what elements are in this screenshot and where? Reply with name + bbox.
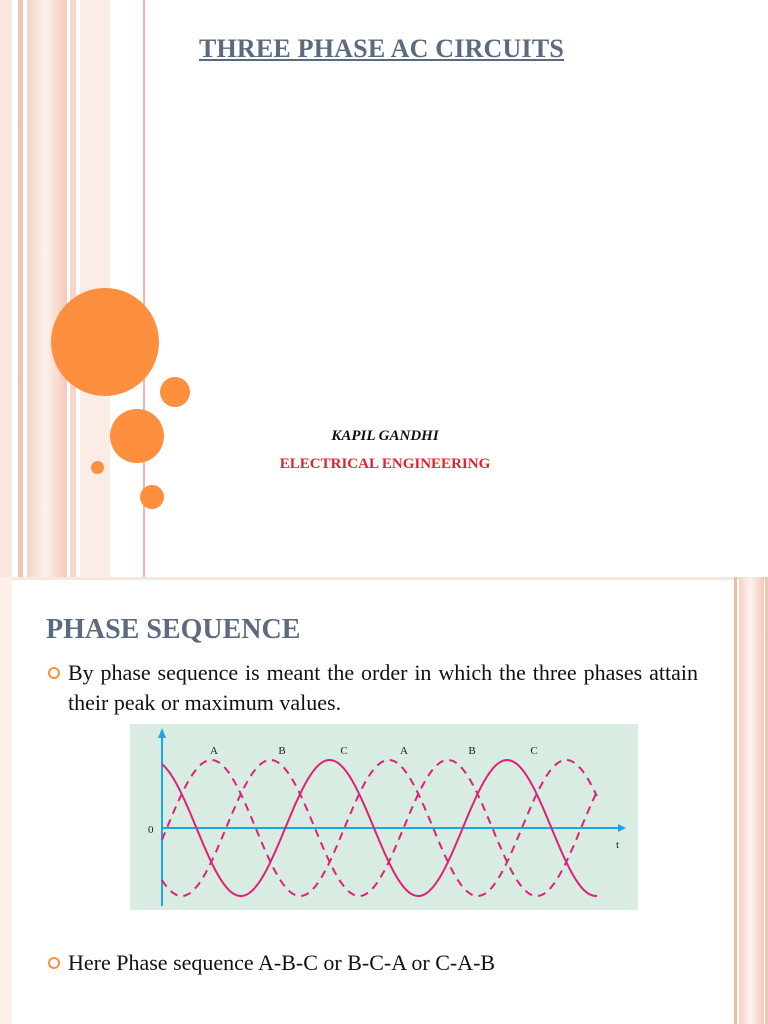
decorative-circle <box>110 409 164 463</box>
decorative-bar <box>0 0 12 577</box>
bullet-circle-icon <box>48 957 60 969</box>
decorative-bar <box>27 0 67 577</box>
waveform-svg <box>130 724 638 910</box>
phase-label-c: C <box>530 745 538 757</box>
slide-title: THREE PHASE AC CIRCUITS <box>198 34 565 63</box>
decorative-bar <box>734 577 737 1024</box>
decorative-bar <box>0 577 12 1024</box>
decorative-bar <box>70 0 76 577</box>
content-slide <box>0 577 768 1024</box>
phase-label-b: B <box>468 745 476 757</box>
bullet-item <box>48 948 698 978</box>
decorative-circle <box>160 377 190 407</box>
phase-label-a: A <box>210 745 218 757</box>
x-axis-label: t <box>616 839 620 851</box>
decorative-bar <box>739 577 764 1024</box>
bullet-text: By phase sequence is meant the order in which the three phases attain their peak or maximum values. <box>68 660 698 715</box>
author-name: KAPIL GANDHI <box>331 428 439 444</box>
department-name: ELECTRICAL ENGINEERING <box>279 456 491 472</box>
bullet-circle-icon <box>48 667 60 679</box>
phase-label-a: A <box>400 745 408 757</box>
phase-label-c: C <box>340 745 348 757</box>
decorative-circle <box>51 288 159 396</box>
origin-label: 0 <box>148 824 154 836</box>
decorative-bar <box>18 0 23 577</box>
decorative-circle <box>91 461 104 474</box>
x-axis-arrow-icon <box>618 824 626 832</box>
slide-title: PHASE SEQUENCE <box>46 614 301 645</box>
y-axis-arrow-icon <box>158 728 166 738</box>
phase-waveform-chart <box>130 724 638 910</box>
phase-label-b: B <box>278 745 286 757</box>
bullet-item <box>48 658 698 718</box>
decorative-line <box>0 577 768 580</box>
bullet-text: Here Phase sequence A-B-C or B-C-A or C-A-B <box>68 950 496 975</box>
decorative-circle <box>140 485 164 509</box>
